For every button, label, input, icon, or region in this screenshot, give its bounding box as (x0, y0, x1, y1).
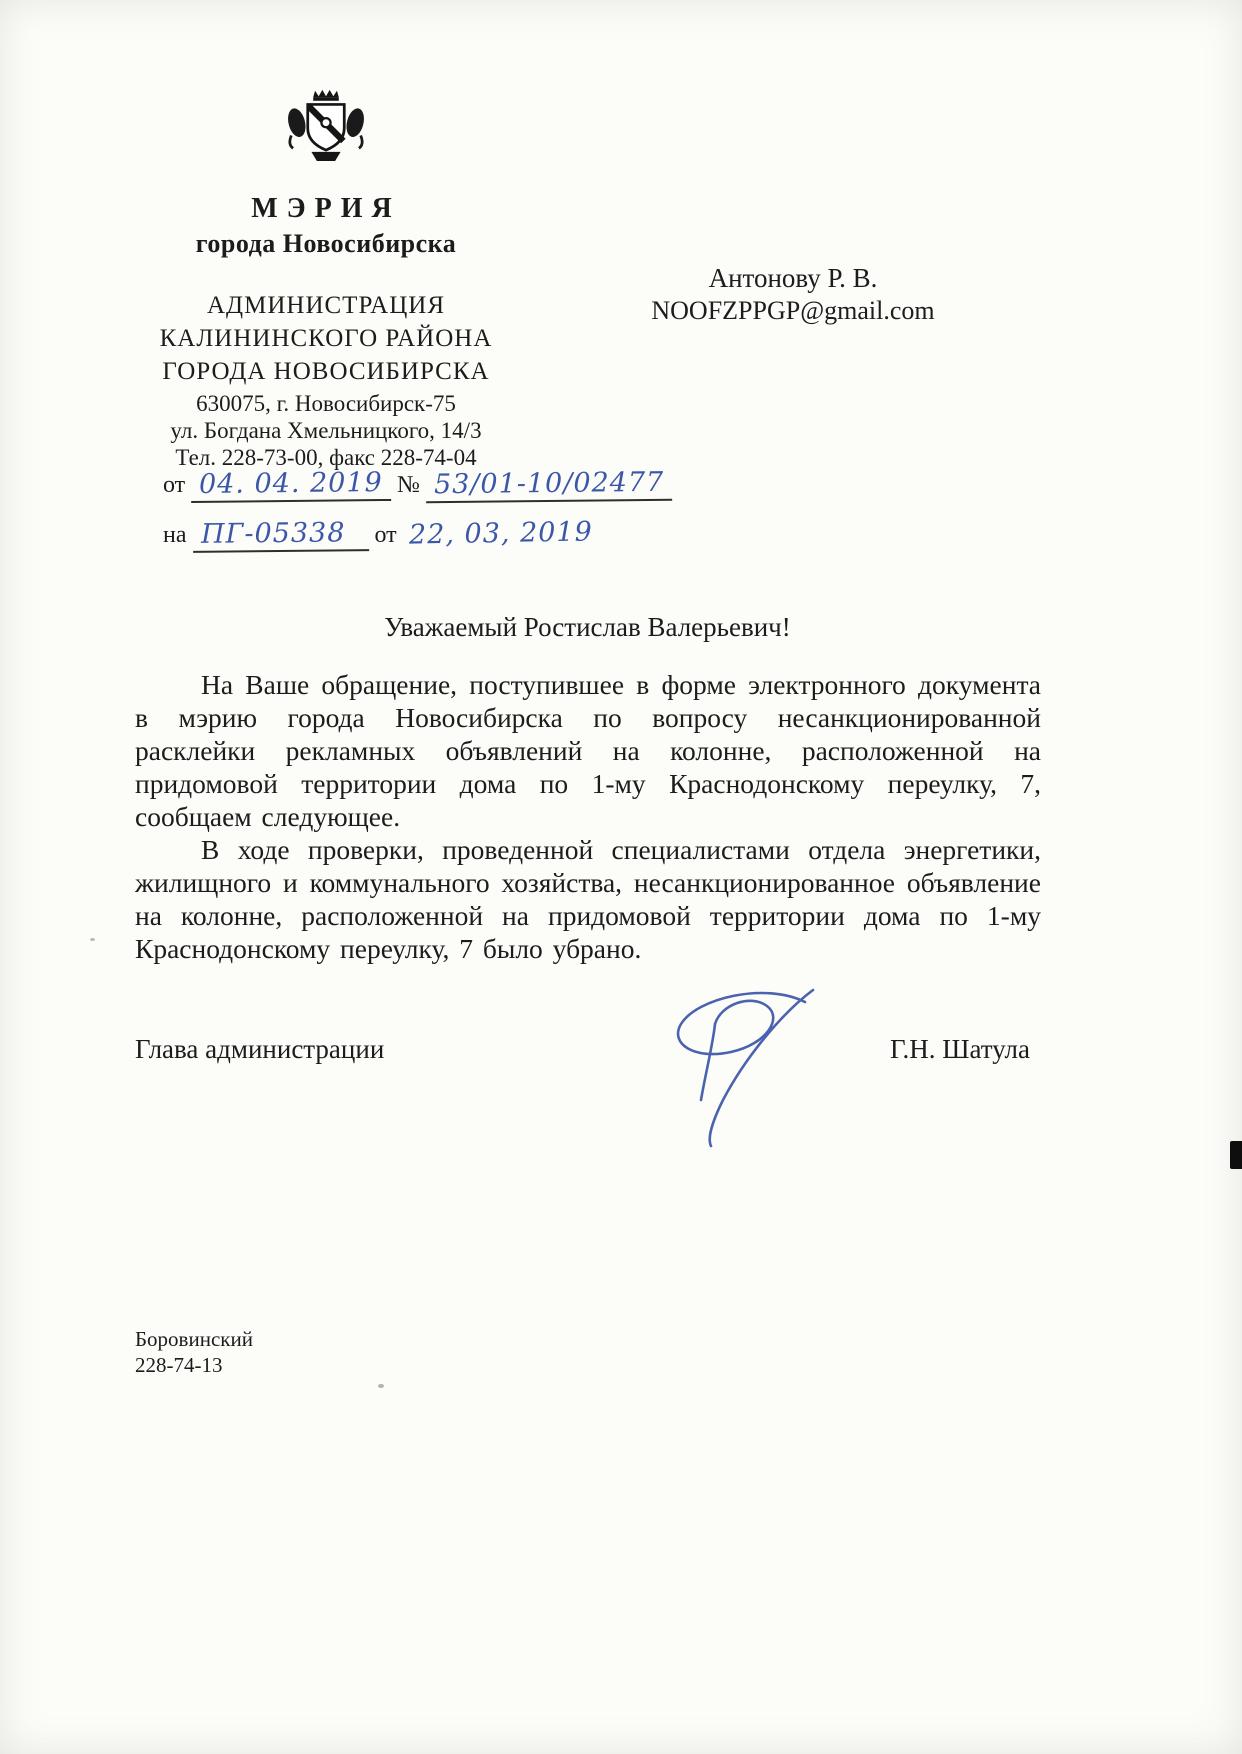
addressee-name: Антонову Р. В. (708, 263, 878, 293)
org-name-line1: МЭРИЯ (251, 193, 401, 224)
reference-block (163, 468, 723, 568)
department-line3: ГОРОДА НОВОСИБИРСКА (162, 358, 490, 385)
addressee-block (618, 262, 968, 327)
signer-name: Г.Н. Шатула (889, 1034, 1030, 1064)
outgoing-number-handwritten: 53/01-10/02477 (426, 467, 673, 504)
signer-title: Глава администрации (135, 1034, 385, 1064)
incoming-number-handwritten: ПГ-05338 (192, 517, 368, 553)
outgoing-number-label: № (396, 472, 420, 498)
salutation: Уважаемый Ростислав Валерьевич! (384, 612, 791, 642)
incoming-on-label: на (163, 522, 187, 548)
incoming-date-handwritten: 22, 03, 2019 (408, 516, 593, 551)
novosibirsk-crest-icon (280, 88, 372, 177)
incoming-reference-row (163, 518, 723, 552)
postal-address: 630075, г. Новосибирск-75 (196, 391, 456, 416)
phone-fax: Тел. 228-73-00, факс 228-74-04 (175, 445, 477, 470)
letterhead (118, 88, 534, 471)
signature-ink-icon (655, 980, 830, 1160)
department-line1: АДМИНИСТРАЦИЯ (207, 292, 445, 319)
executor-phone: 228-74-13 (135, 1353, 223, 1377)
outgoing-reference-row (163, 468, 723, 502)
letter-body (135, 668, 1041, 965)
outgoing-date-handwritten: 04. 04. 2019 (191, 467, 391, 503)
department-line2: КАЛИНИНСКОГО РАЙОНА (159, 325, 493, 352)
org-name-line2: города Новосибирска (195, 229, 457, 258)
incoming-from-label: от (374, 522, 397, 548)
executor-block (135, 1326, 253, 1378)
scan-edge-artifact (1230, 1141, 1242, 1169)
body-paragraph-2: В ходе проверки, проведенной специалистами отдела энергетики, жилищного и коммунального хозяйства, несанкционированное объявление на колонне, расположенной на придомовой территории дома по 1-му Краснодонскому переулку, 7 было убрано. (135, 834, 1041, 964)
addressee-email: NOOFZPPGP@gmail.com (651, 296, 935, 325)
body-paragraph-1: На Ваше обращение, поступившее в форме электронного документа в мэрию города Новосибирска по вопросу несанкционированной расклейки рекламных объявлений на колонне, расположенной на придомовой территории дома по 1-му Краснодонскому переулку, 7, сообщаем следующее. (135, 669, 1041, 832)
street-address: ул. Богдана Хмельницкого, 14/3 (170, 418, 482, 443)
address-block (118, 390, 534, 471)
executor-name: Боровинский (135, 1327, 253, 1351)
department-block (118, 289, 534, 388)
scan-speck (90, 938, 95, 941)
scan-speck (378, 1384, 384, 1388)
outgoing-from-label: от (163, 472, 186, 498)
